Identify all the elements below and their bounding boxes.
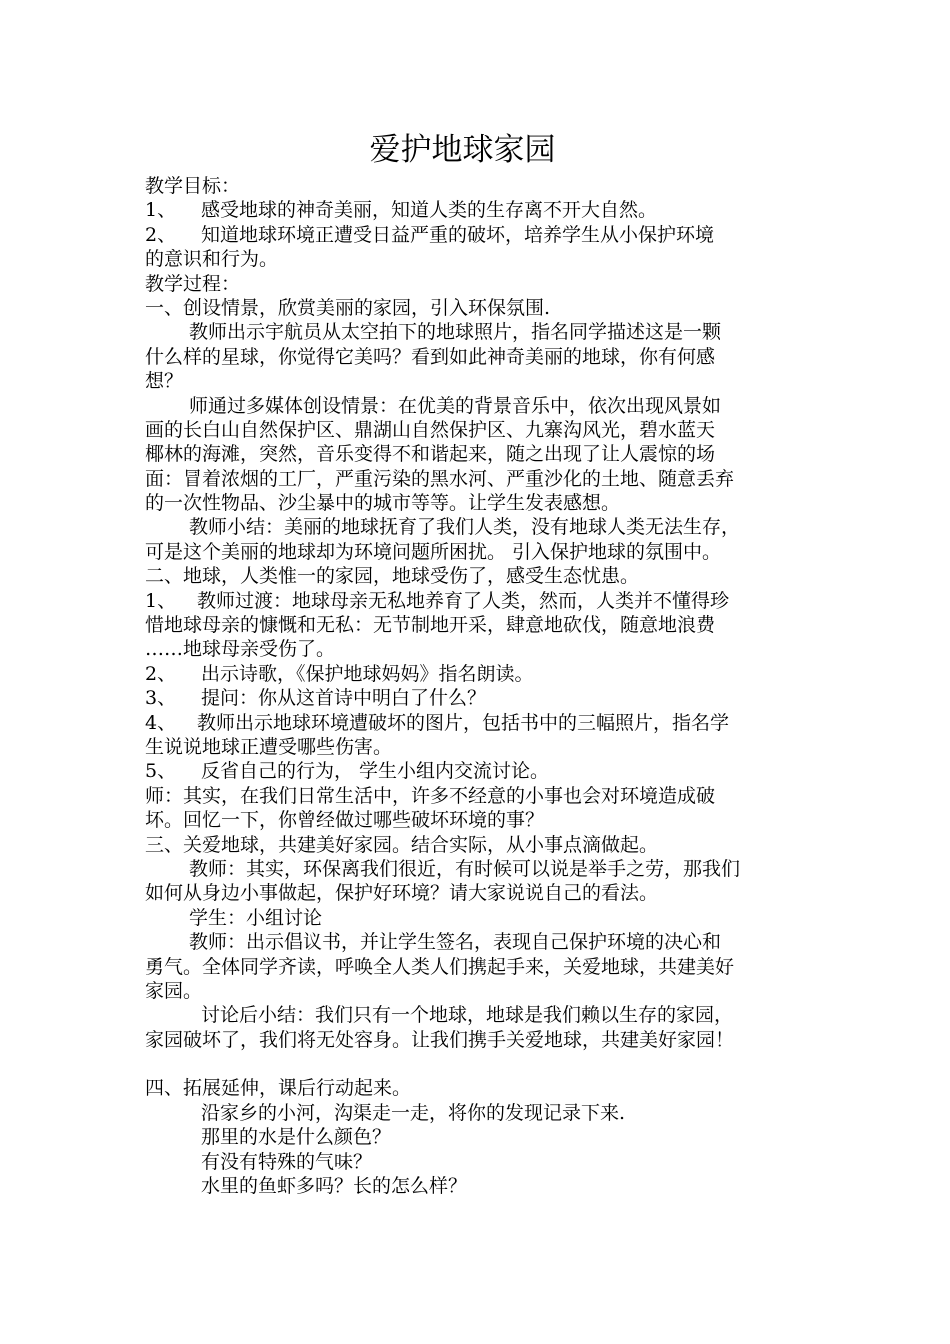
objective-text: 感受地球的神奇美丽，知道人类的生存离不开大自然。 bbox=[201, 199, 658, 222]
list-number: 2、 bbox=[145, 223, 177, 246]
paragraph-line: 如何从身边小事做起，保护好环境？请大家说说自己的看法。 bbox=[145, 882, 659, 905]
list-item-2 bbox=[145, 662, 835, 686]
paragraph-line: 的一次性物品、沙尘暴中的城市等等。让学生发表感想。 bbox=[145, 492, 621, 515]
list-number: 2、 bbox=[145, 662, 177, 685]
paragraph-line: 教师出示宇航员从太空拍下的地球照片，指名同学描述这是一颗 bbox=[189, 321, 722, 344]
section-heading-objectives: 教学目标： bbox=[145, 175, 241, 197]
list-text: 教师出示地球环境遭破坏的图片，包括书中的三幅照片，指名学 bbox=[197, 711, 730, 734]
paragraph-line: 惜地球母亲的慷慨和无私：无节制地开采，肆意地砍伐，随意地浪费 bbox=[145, 614, 716, 637]
paragraph-line: 坏。回忆一下，你曾经做过哪些破坏环境的事？ bbox=[145, 809, 545, 832]
text-line: 的意识和行为。 bbox=[145, 248, 279, 271]
page-title: 爱护地球家园 bbox=[369, 132, 556, 168]
list-number: 1、 bbox=[145, 199, 177, 222]
list-number: 4、 bbox=[145, 711, 177, 734]
paragraph-line: 想？ bbox=[145, 370, 184, 393]
objective-item-2 bbox=[145, 223, 835, 247]
step-heading-4: 四、拓展延伸，课后行动起来。 bbox=[145, 1077, 412, 1100]
blank-line bbox=[145, 1052, 835, 1076]
step-heading-2: 二、地球，人类惟一的家园，地球受伤了，感受生态忧患。 bbox=[145, 565, 640, 588]
paragraph-line: ……地球母亲受伤了。 bbox=[145, 638, 336, 661]
step-heading-1: 一、创设情景，欣赏美丽的家园，引入环保氛围. bbox=[145, 296, 551, 319]
paragraph-line: 师通过多媒体创设情景：在优美的背景音乐中，依次出现风景如 bbox=[189, 394, 722, 417]
list-text: 出示诗歌，《保护地球妈妈》指名朗读。 bbox=[201, 662, 534, 685]
paragraph-line: 画的长白山自然保护区、鼎湖山自然保护区、九寨沟风光，碧水蓝天 bbox=[145, 418, 716, 441]
paragraph-line: 教师：其实，环保离我们很近，有时候可以说是举手之劳，那我们 bbox=[189, 857, 741, 880]
paragraph-line: 家园破坏了，我们将无处容身。让我们携手关爱地球，共建美好家园！ bbox=[145, 1028, 735, 1051]
paragraph-line: 家园。 bbox=[145, 979, 203, 1002]
section-heading-process: 教学过程： bbox=[145, 272, 241, 295]
step-heading-3: 三、关爱地球，共建美好家园。结合实际，从小事点滴做起。 bbox=[145, 833, 659, 856]
paragraph-line: 学生：小组讨论 bbox=[189, 906, 323, 929]
list-number: 3、 bbox=[145, 687, 177, 710]
list-text: 教师过渡：地球母亲无私地养育了人类，然而，人类并不懂得珍 bbox=[197, 589, 730, 612]
list-number: 5、 bbox=[145, 760, 177, 783]
list-item-1 bbox=[145, 589, 835, 613]
paragraph-line: 椰林的海滩，突然，音乐变得不和谐起来，随之出现了让人震惊的场 bbox=[145, 443, 716, 466]
task-line: 那里的水是什么颜色？ bbox=[201, 1126, 392, 1149]
paragraph-line: 教师：出示倡议书，并让学生签名，表现自己保护环境的决心和 bbox=[189, 931, 722, 954]
list-item-4 bbox=[145, 711, 835, 735]
task-line: 水里的鱼虾多吗？长的怎么样？ bbox=[201, 1175, 468, 1198]
paragraph-line: 什么样的星球，你觉得它美吗？看到如此神奇美丽的地球，你有何感 bbox=[145, 345, 716, 368]
list-number: 1、 bbox=[145, 589, 177, 612]
paragraph-line: 教师小结：美丽的地球抚育了我们人类，没有地球人类无法生存， bbox=[189, 516, 741, 539]
task-line: 沿家乡的小河，沟渠走一走，将你的发现记录下来. bbox=[201, 1101, 626, 1124]
list-text: 提问：你从这首诗中明白了什么？ bbox=[201, 687, 487, 710]
list-item-3 bbox=[145, 686, 835, 710]
paragraph-line: 可是这个美丽的地球却为环境问题所困扰。 引入保护地球的氛围中。 bbox=[145, 540, 722, 563]
paragraph-line: 生说说地球正遭受哪些伤害。 bbox=[145, 735, 393, 758]
objective-text: 知道地球环境正遭受日益严重的破坏，培养学生从小保护环境 bbox=[201, 223, 715, 246]
list-item-5 bbox=[145, 759, 835, 783]
paragraph-line: 勇气。全体同学齐读，呼唤全人类人们携起手来，关爱地球，共建美好 bbox=[145, 955, 735, 978]
task-line: 有没有特殊的气味？ bbox=[201, 1150, 373, 1173]
list-text: 反省自己的行为， 学生小组内交流讨论。 bbox=[201, 760, 550, 783]
paragraph-line: 面：冒着浓烟的工厂，严重污染的黑水河、严重沙化的土地、随意丢弃 bbox=[145, 467, 735, 490]
document-body bbox=[145, 174, 835, 1198]
objective-item-1 bbox=[145, 198, 835, 222]
paragraph-line: 师：其实，在我们日常生活中，许多不经意的小事也会对环境造成破 bbox=[145, 784, 716, 807]
paragraph-line: 讨论后小结：我们只有一个地球，地球是我们赖以生存的家园， bbox=[201, 1004, 734, 1027]
